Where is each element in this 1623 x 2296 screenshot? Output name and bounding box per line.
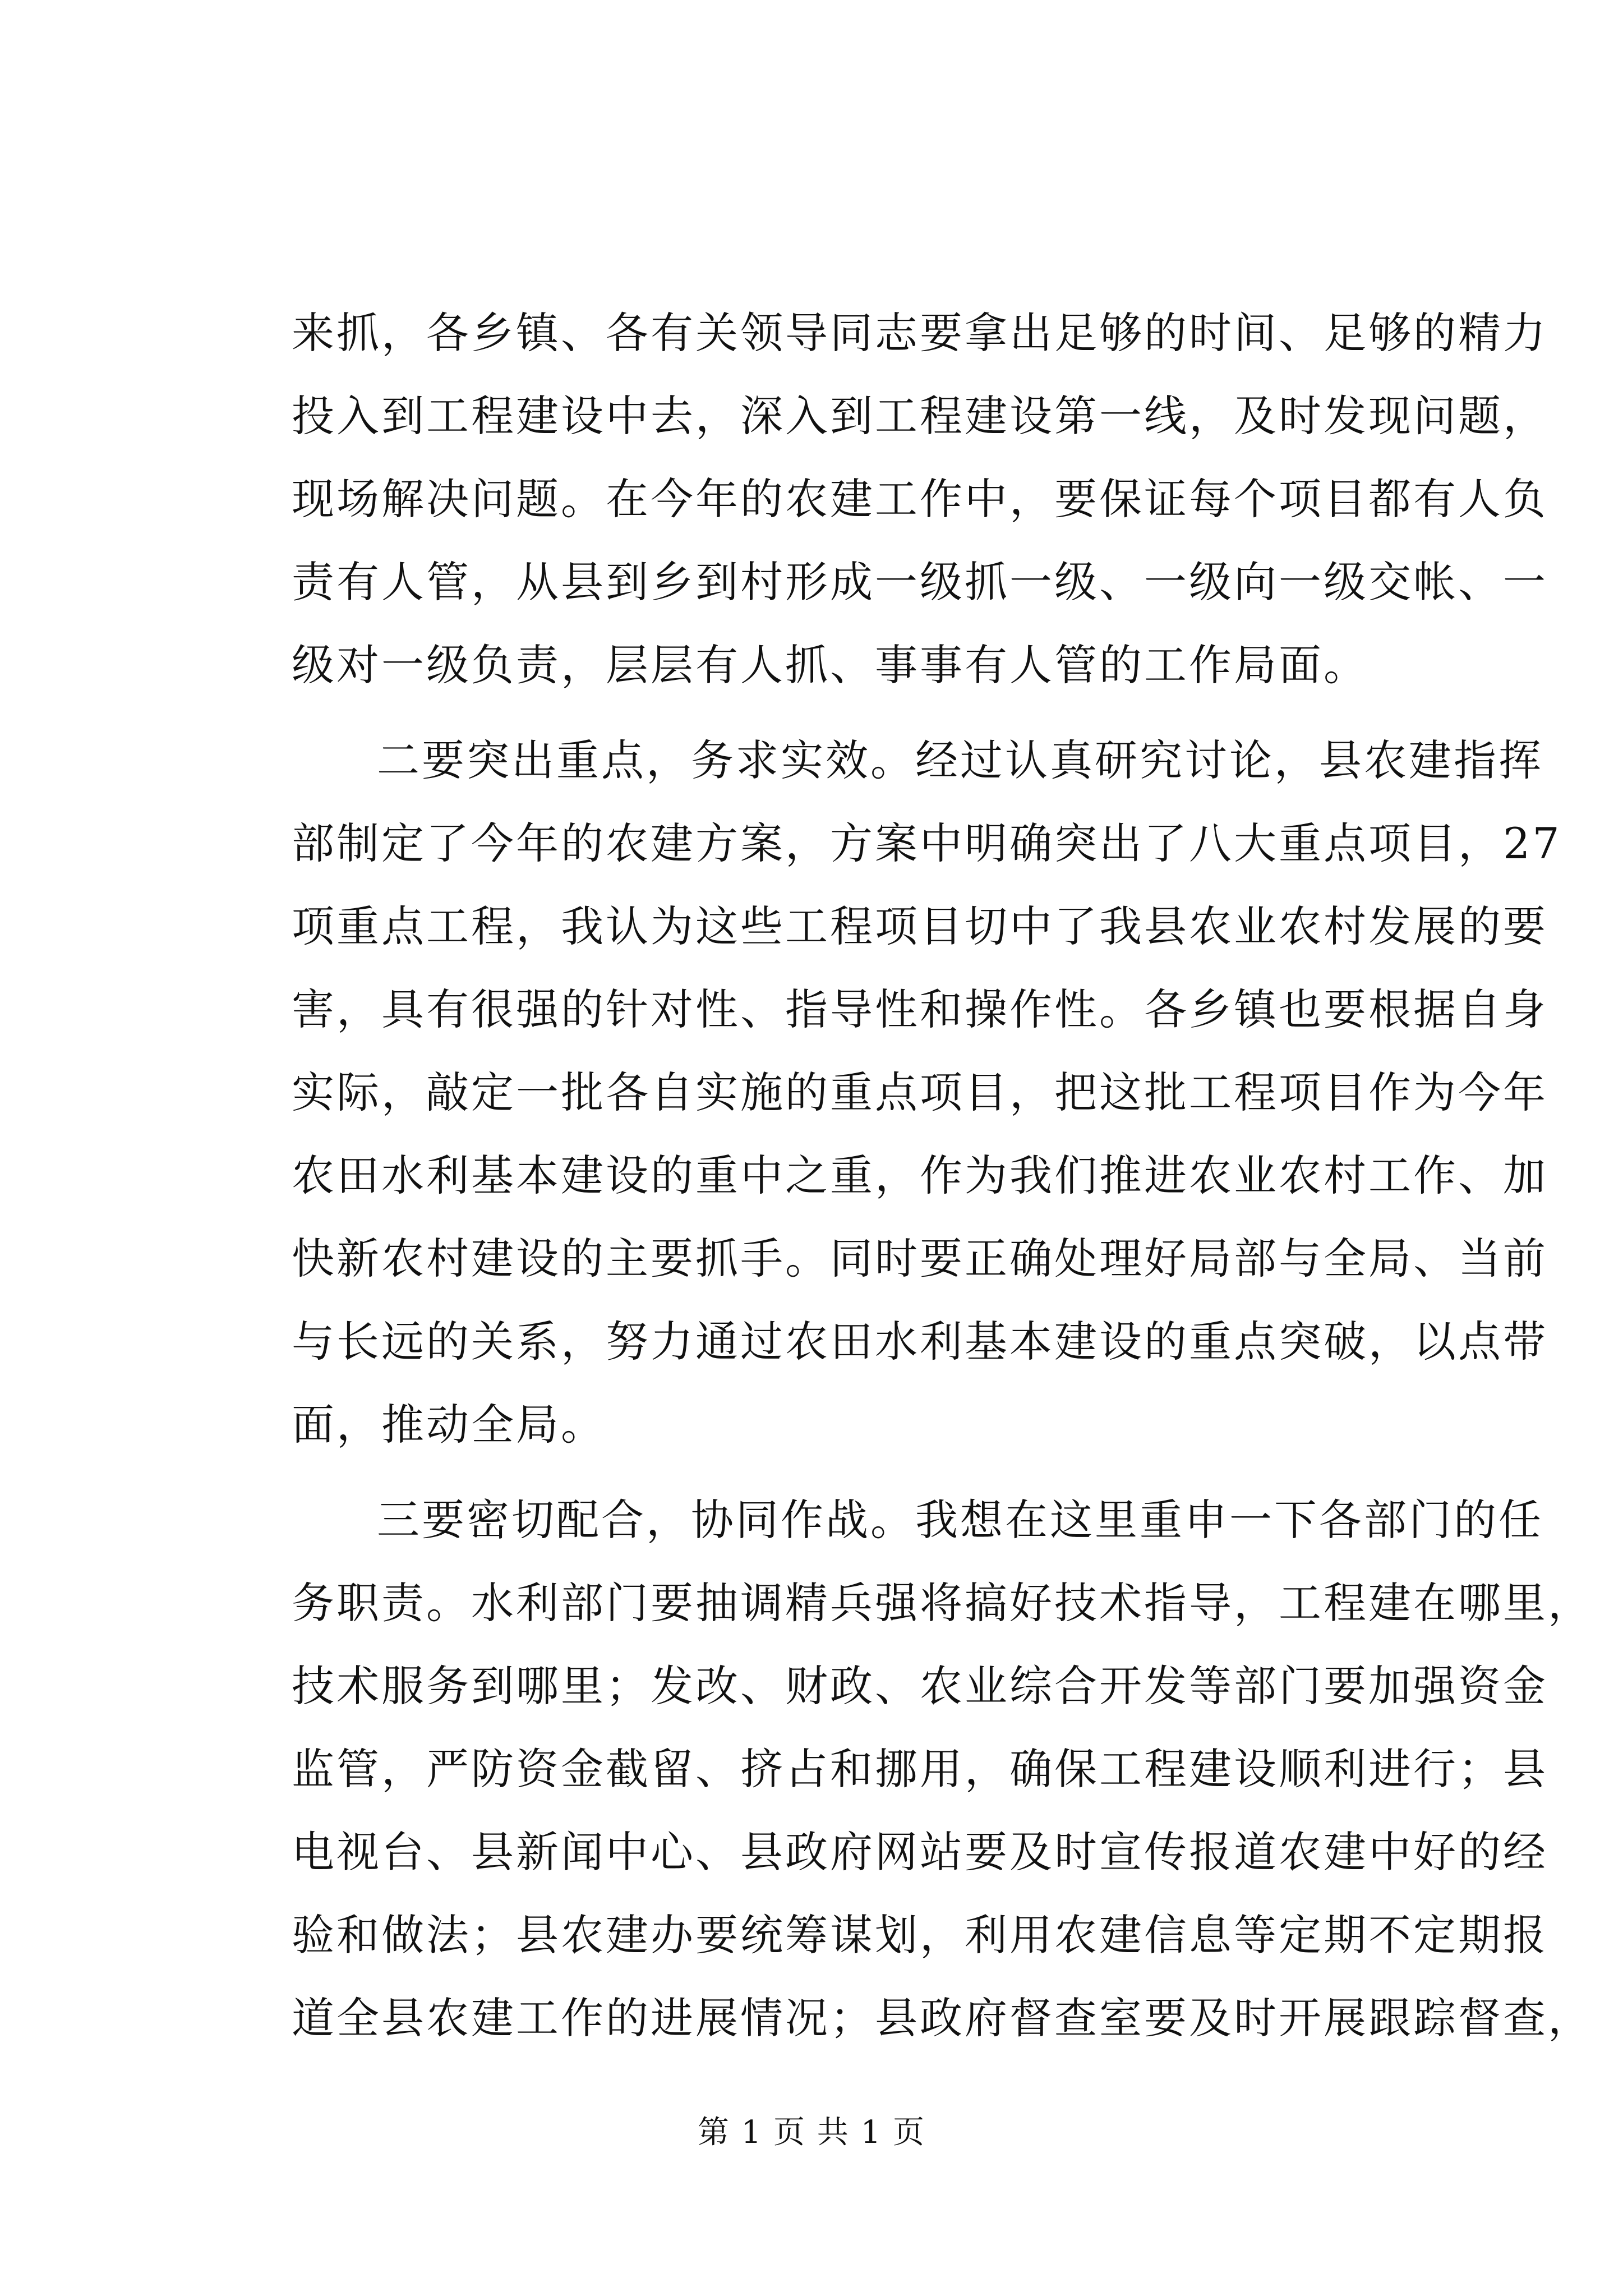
page-number: 第 1 页 共 1 页	[697, 2114, 926, 2151]
text-line: 技术服务到哪里；发改、财政、农业综合开发等部门要加强资金	[292, 1661, 1548, 1711]
paragraph-3	[292, 1479, 1593, 2060]
text-line: 监管，严防资金截留、挤占和挪用，确保工程建设顺利进行；县	[292, 1744, 1548, 1794]
paragraph-1	[292, 292, 1548, 707]
page-footer	[0, 2110, 1623, 2155]
text-line: 快新农村建设的主要抓手。同时要正确处理好局部与全局、当前	[292, 1234, 1548, 1283]
paragraph-spacer	[292, 1466, 1436, 1479]
text-line: 面，推动全局。	[292, 1400, 606, 1450]
text-line: 电视台、县新闻中心、县政府网站要及时宣传报道农建中好的经	[292, 1827, 1548, 1877]
text-line: 害，具有很强的针对性、指导性和操作性。各乡镇也要根据自身	[292, 984, 1548, 1034]
text-line: 部制定了今年的农建方案，方案中明确突出了八大重点项目，27	[292, 818, 1562, 868]
document-body	[292, 292, 1593, 2060]
paragraph-2	[292, 719, 1562, 1466]
text-line: 项重点工程，我认为这些工程项目切中了我县农业农村发展的要	[292, 901, 1548, 951]
text-line: 来抓，各乡镇、各有关领导同志要拿出足够的时间、足够的精力	[292, 308, 1548, 358]
text-line: 投入到工程建设中去，深入到工程建设第一线，及时发现问题，	[292, 391, 1548, 441]
text-line: 道全县农建工作的进展情况；县政府督查室要及时开展跟踪督查，	[292, 1993, 1593, 2043]
text-line: 现场解决问题。在今年的农建工作中，要保证每个项目都有人负	[292, 474, 1548, 524]
text-line: 三要密切配合，协同作战。我想在这里重申一下各部门的任	[377, 1495, 1543, 1545]
text-line: 二要突出重点，务求实效。经过认真研究讨论，县农建指挥	[377, 735, 1543, 785]
text-line: 务职责。水利部门要抽调精兵强将搞好技术指导，工程建在哪里，	[292, 1578, 1593, 1628]
text-line: 实际，敲定一批各自实施的重点项目，把这批工程项目作为今年	[292, 1068, 1548, 1117]
text-line: 农田水利基本建设的重中之重，作为我们推进农业农村工作、加	[292, 1151, 1548, 1200]
text-line: 责有人管，从县到乡到村形成一级抓一级、一级向一级交帐、一	[292, 557, 1548, 607]
text-line: 级对一级负责，层层有人抓、事事有人管的工作局面。	[292, 640, 1368, 690]
text-line: 与长远的关系，努力通过农田水利基本建设的重点突破，以点带	[292, 1317, 1548, 1366]
paragraph-spacer	[292, 707, 1436, 719]
text-line: 验和做法；县农建办要统筹谋划，利用农建信息等定期不定期报	[292, 1910, 1548, 1960]
